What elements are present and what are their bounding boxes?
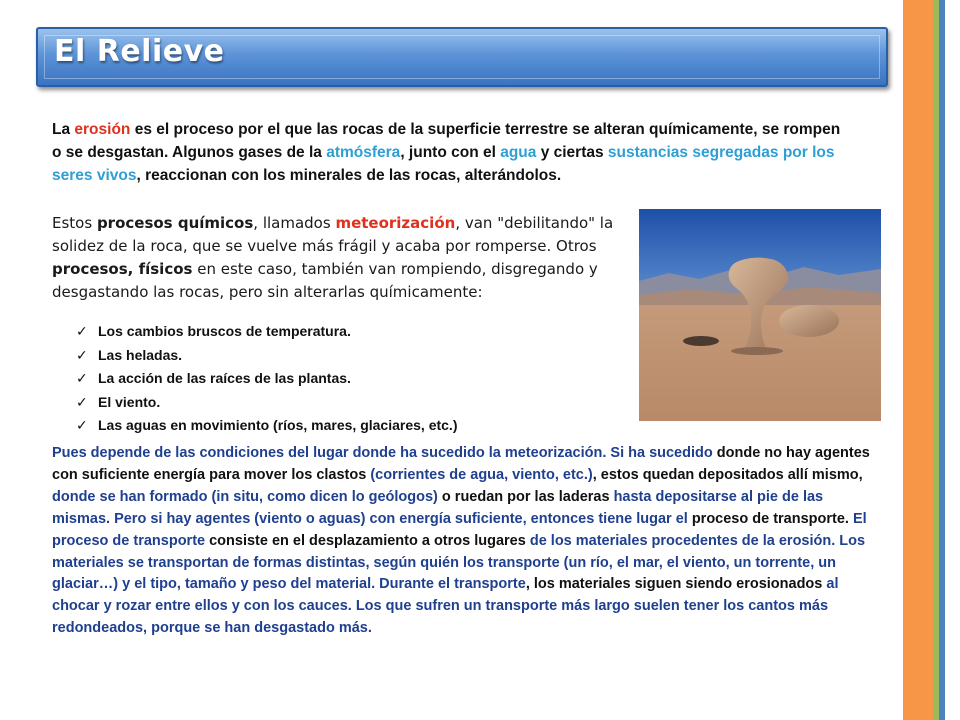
erosion-paragraph xyxy=(52,118,852,187)
list-item xyxy=(76,344,457,368)
list-item xyxy=(76,414,457,438)
text-run: hasta depositarse al pie de las mismas. Pero si hay agentes (viento o aguas) con energía suficiente, entonces tiene lugar el xyxy=(52,488,824,527)
slide-title: El Relieve xyxy=(54,34,225,69)
text-run: proceso de transporte. xyxy=(687,510,853,527)
keyword-procesos-fisicos: procesos, físicos xyxy=(52,260,193,278)
list-item xyxy=(76,367,457,391)
rock-formation-photo xyxy=(639,209,881,421)
text-run: en este caso, también van rompiendo, disgregando y desgastando las rocas, pero sin alterarlas químicamente: xyxy=(52,260,598,301)
text-run: , llamados xyxy=(253,214,336,232)
checkmark-icon: ✓ xyxy=(76,370,88,386)
text-run: consiste en el desplazamiento a otros lugares xyxy=(205,532,530,549)
text-run: de los materiales procedentes de la erosión. Los materiales se transportan de formas distintas, según quién los transporte (un río, el mar, el viento, un torrente, un glaciar…) y el tipo, tamaño y peso del material. Durante el transporte xyxy=(52,532,866,593)
text-run: es el proceso por el que las rocas de la superficie terrestre se alteran químicamente, se rompen o se desgastan. Algunos gases de la xyxy=(52,121,841,161)
checkmark-icon: ✓ xyxy=(76,417,88,433)
list-item xyxy=(76,391,457,415)
keyword-agua: agua xyxy=(500,144,537,161)
text-run: , estos quedan depositados allí mismo, xyxy=(592,466,863,483)
text-run: Pues depende de las condiciones xyxy=(52,445,289,461)
text-run: al chocar y rozar entre ellos y con los cauces. Los que sufren un transporte más largo suelen tener los cantos más redondeados, porque se han desgastado más. xyxy=(52,576,839,637)
decor-stripe-orange xyxy=(903,0,933,720)
text-run: del lugar donde ha sucedido la meteorización. Si ha sucedido xyxy=(288,445,713,461)
checkmark-icon: ✓ xyxy=(76,323,88,339)
text-run: o ruedan por las laderas xyxy=(437,488,614,505)
physical-processes-list xyxy=(76,320,457,438)
text-run: , los materiales siguen siendo erosionados xyxy=(525,576,827,593)
text-run: donde se han formado (in situ, como dicen lo geólogos) xyxy=(52,488,438,505)
text-run: y ciertas xyxy=(536,144,608,161)
list-item-label: Los cambios bruscos de temperatura. xyxy=(98,323,351,339)
text-run: donde no hay agentes con suficiente energía para mover los clastos xyxy=(52,445,870,483)
text-run: , van "debilitando" la solidez de la roca, que se vuelve más frágil y acaba por romperse. Otros xyxy=(52,214,614,255)
text-run: , reaccionan con los minerales de las rocas, alterándolos. xyxy=(136,167,562,184)
checkmark-icon: ✓ xyxy=(76,346,88,363)
text-run: Estos xyxy=(52,214,97,232)
text-run: La xyxy=(52,121,75,138)
text-run: El proceso de transporte xyxy=(52,510,867,549)
list-item-label: Las aguas en movimiento (ríos, mares, glaciares, etc.) xyxy=(98,417,458,433)
keyword-meteorizacion: meteorización xyxy=(335,214,456,232)
keyword-sustancias: sustancias segregadas por los seres vivos xyxy=(52,144,835,184)
keyword-erosion: erosión xyxy=(74,121,131,138)
text-run: , junto con el xyxy=(400,144,501,161)
text-run: (corrientes de agua, viento, etc.) xyxy=(370,466,593,483)
desert-rock-image xyxy=(639,209,881,421)
keyword-procesos-quimicos: procesos químicos xyxy=(96,214,254,232)
transporte-paragraph xyxy=(52,443,870,640)
list-item-label: La acción de las raíces de las plantas. xyxy=(98,370,351,386)
decor-stripe-gap xyxy=(945,0,960,720)
list-item-label: Las heladas. xyxy=(98,346,183,363)
meteorizacion-paragraph xyxy=(52,212,638,304)
keyword-atmosfera: atmósfera xyxy=(326,144,401,161)
list-item xyxy=(76,320,457,344)
list-item-label: El viento. xyxy=(98,393,161,410)
checkmark-icon: ✓ xyxy=(76,393,88,410)
